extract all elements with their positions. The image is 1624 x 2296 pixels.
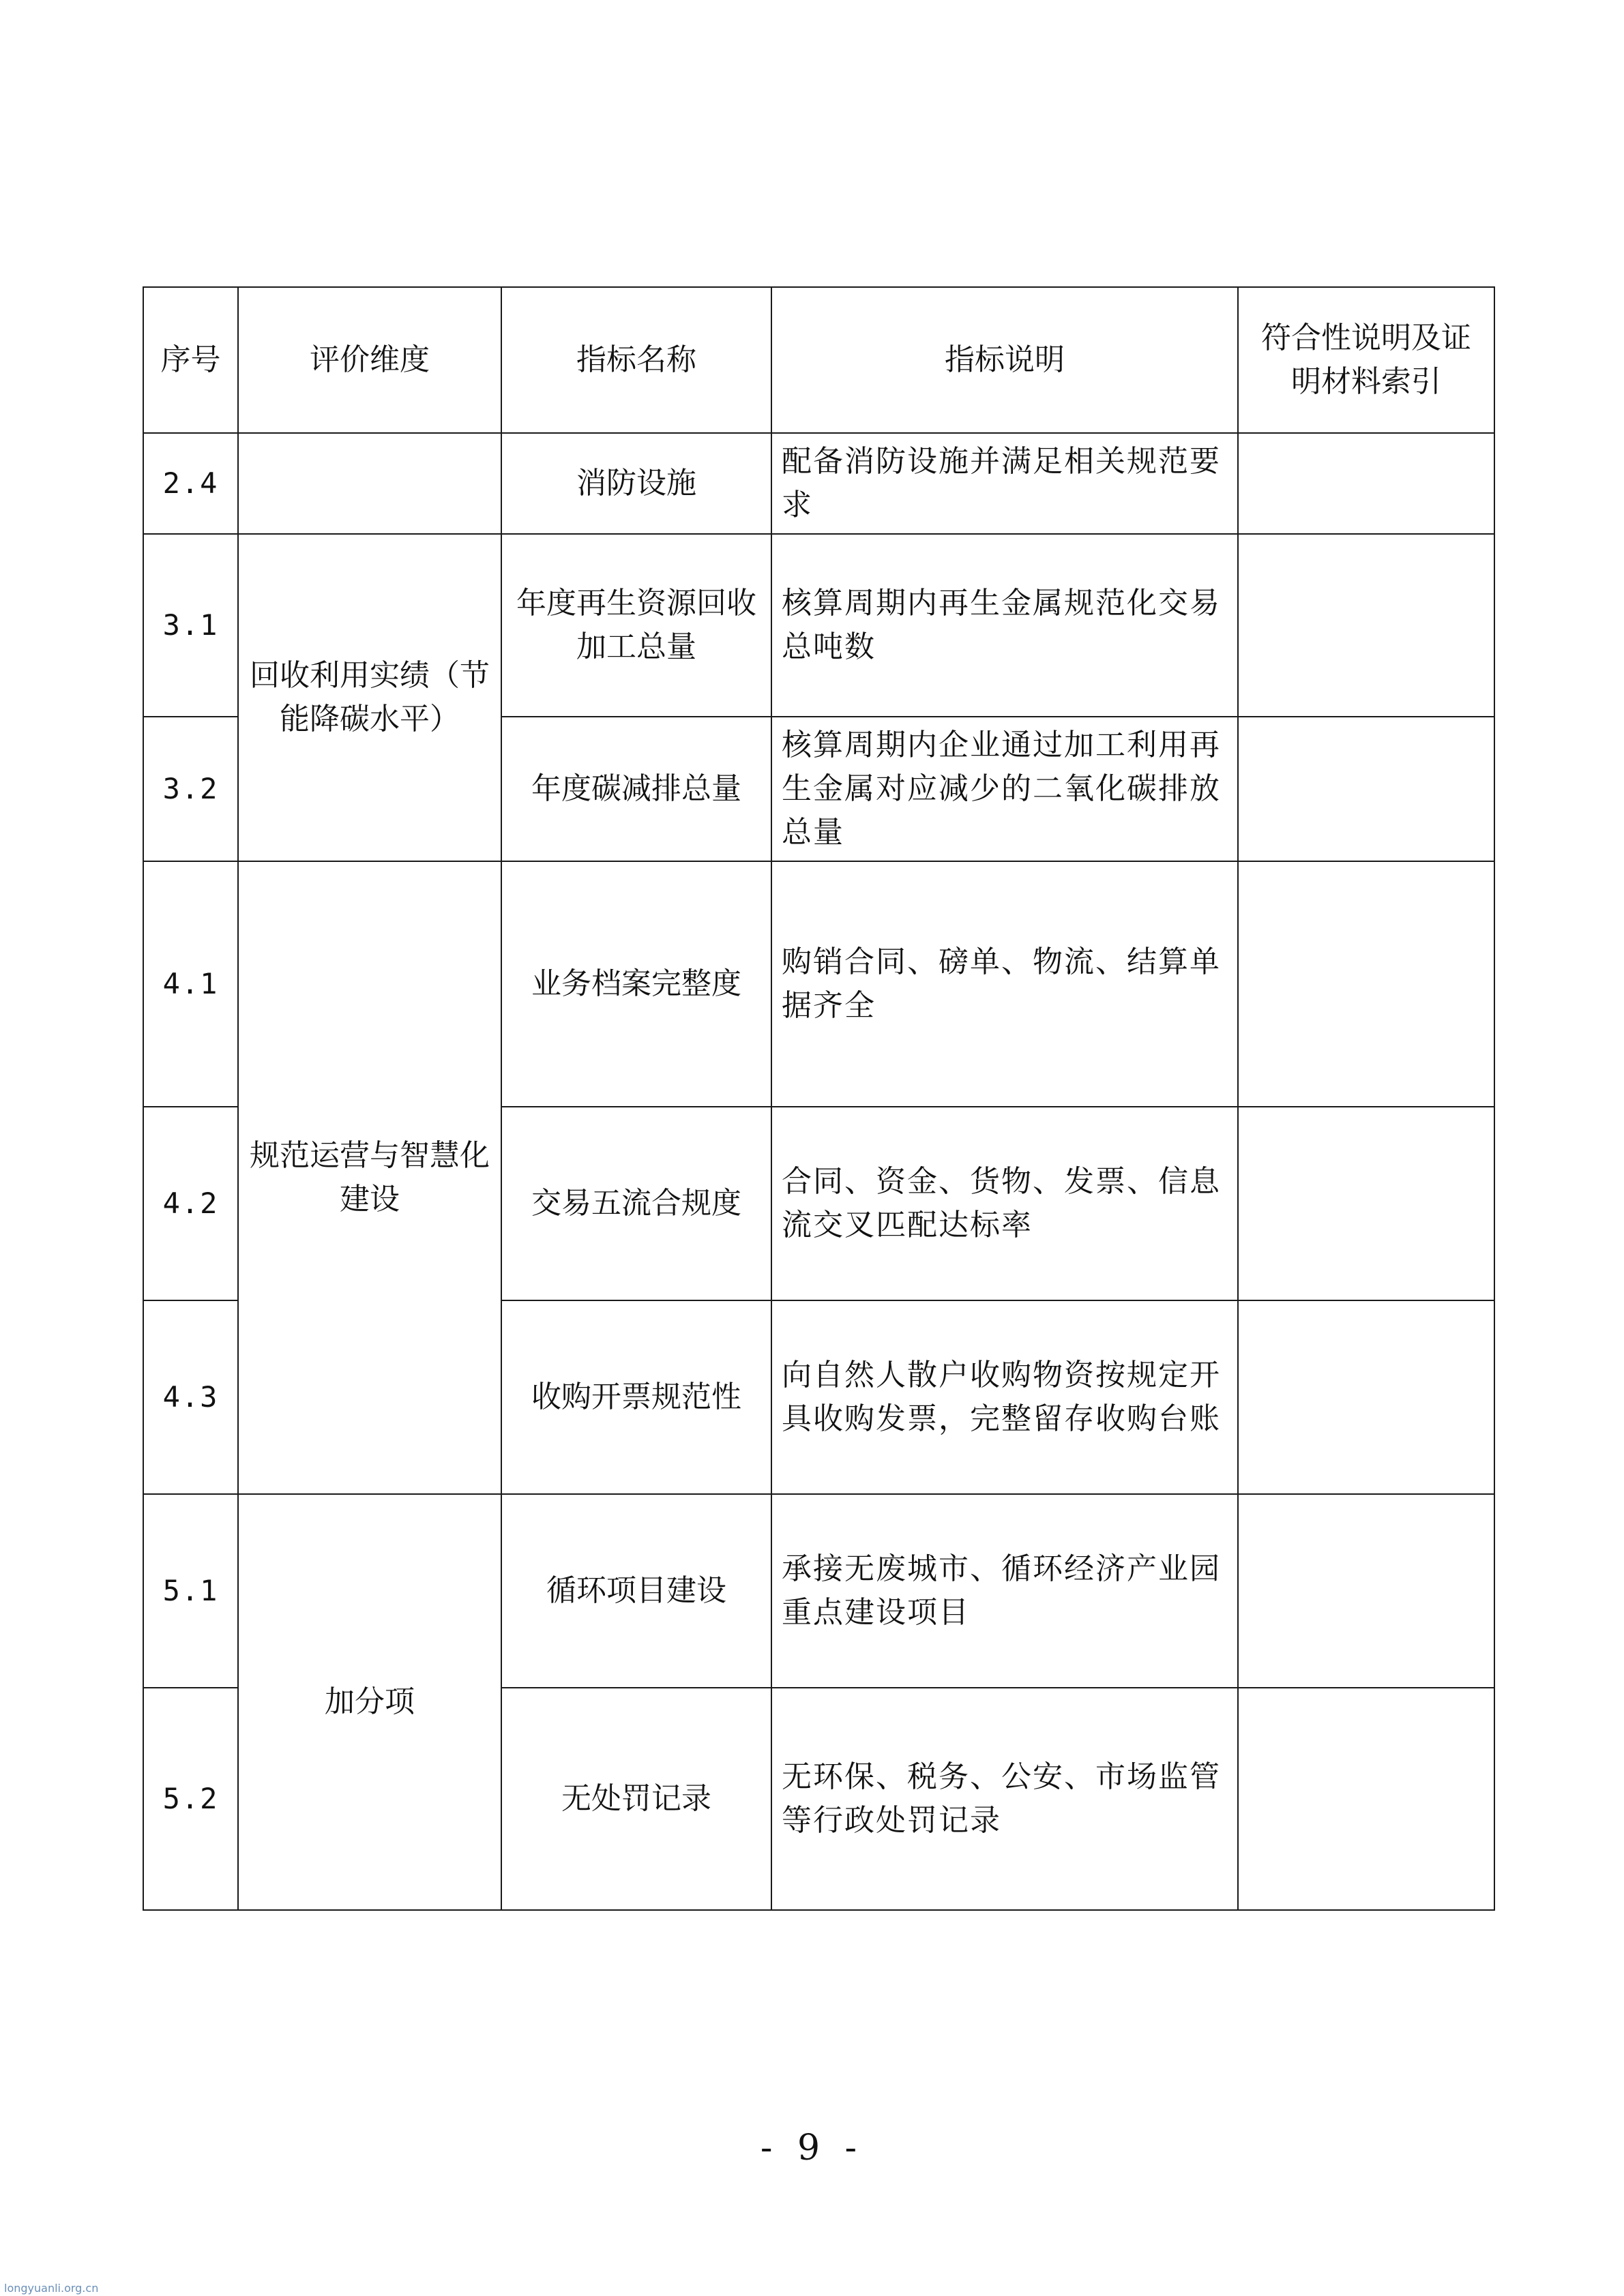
row-seq: 4.3 (143, 1300, 238, 1494)
row-compliance (1238, 717, 1494, 861)
row-description: 核算周期内企业通过加工利用再生金属对应减少的二氧化碳排放总量 (771, 717, 1238, 861)
row-description: 无环保、税务、公安、市场监管等行政处罚记录 (771, 1688, 1238, 1910)
row-dimension-empty (238, 433, 501, 534)
table-row (143, 433, 1494, 534)
row-dimension: 回收利用实绩（节能降碳水平） (238, 534, 501, 861)
row-seq: 5.1 (143, 1494, 238, 1688)
header-indicator: 指标名称 (501, 287, 771, 433)
row-compliance (1238, 861, 1494, 1107)
header-compliance: 符合性说明及证明材料索引 (1238, 287, 1494, 433)
row-indicator: 循环项目建设 (501, 1494, 771, 1688)
table-header-row (143, 287, 1494, 433)
header-description: 指标说明 (771, 287, 1238, 433)
row-seq: 2.4 (143, 433, 238, 534)
table-row (143, 534, 1494, 717)
page-number: - 9 - (760, 2128, 864, 2168)
header-dimension: 评价维度 (238, 287, 501, 433)
row-compliance (1238, 1494, 1494, 1688)
row-dimension: 规范运营与智慧化建设 (238, 861, 501, 1494)
header-seq: 序号 (143, 287, 238, 433)
row-seq: 3.2 (143, 717, 238, 861)
row-compliance (1238, 534, 1494, 717)
row-indicator: 无处罚记录 (501, 1688, 771, 1910)
row-description: 购销合同、磅单、物流、结算单据齐全 (771, 861, 1238, 1107)
row-seq: 4.1 (143, 861, 238, 1107)
row-compliance (1238, 1688, 1494, 1910)
row-indicator: 业务档案完整度 (501, 861, 771, 1107)
row-description: 承接无废城市、循环经济产业园重点建设项目 (771, 1494, 1238, 1688)
watermark-text: longyuanli.org.cn (4, 2282, 99, 2295)
row-indicator: 年度再生资源回收加工总量 (501, 534, 771, 717)
row-description: 核算周期内再生金属规范化交易总吨数 (771, 534, 1238, 717)
row-compliance (1238, 1300, 1494, 1494)
row-indicator: 年度碳减排总量 (501, 717, 771, 861)
row-dimension: 加分项 (238, 1494, 501, 1910)
row-indicator: 收购开票规范性 (501, 1300, 771, 1494)
row-compliance (1238, 1107, 1494, 1300)
row-compliance (1238, 433, 1494, 534)
row-description: 配备消防设施并满足相关规范要求 (771, 433, 1238, 534)
row-description: 合同、资金、货物、发票、信息流交叉匹配达标率 (771, 1107, 1238, 1300)
row-indicator: 交易五流合规度 (501, 1107, 771, 1300)
row-description: 向自然人散户收购物资按规定开具收购发票，完整留存收购台账 (771, 1300, 1238, 1494)
row-indicator: 消防设施 (501, 433, 771, 534)
table-row (143, 1494, 1494, 1688)
row-seq: 5.2 (143, 1688, 238, 1910)
row-seq: 4.2 (143, 1107, 238, 1300)
table-row (143, 861, 1494, 1107)
row-seq: 3.1 (143, 534, 238, 717)
indicator-table (143, 286, 1495, 1911)
